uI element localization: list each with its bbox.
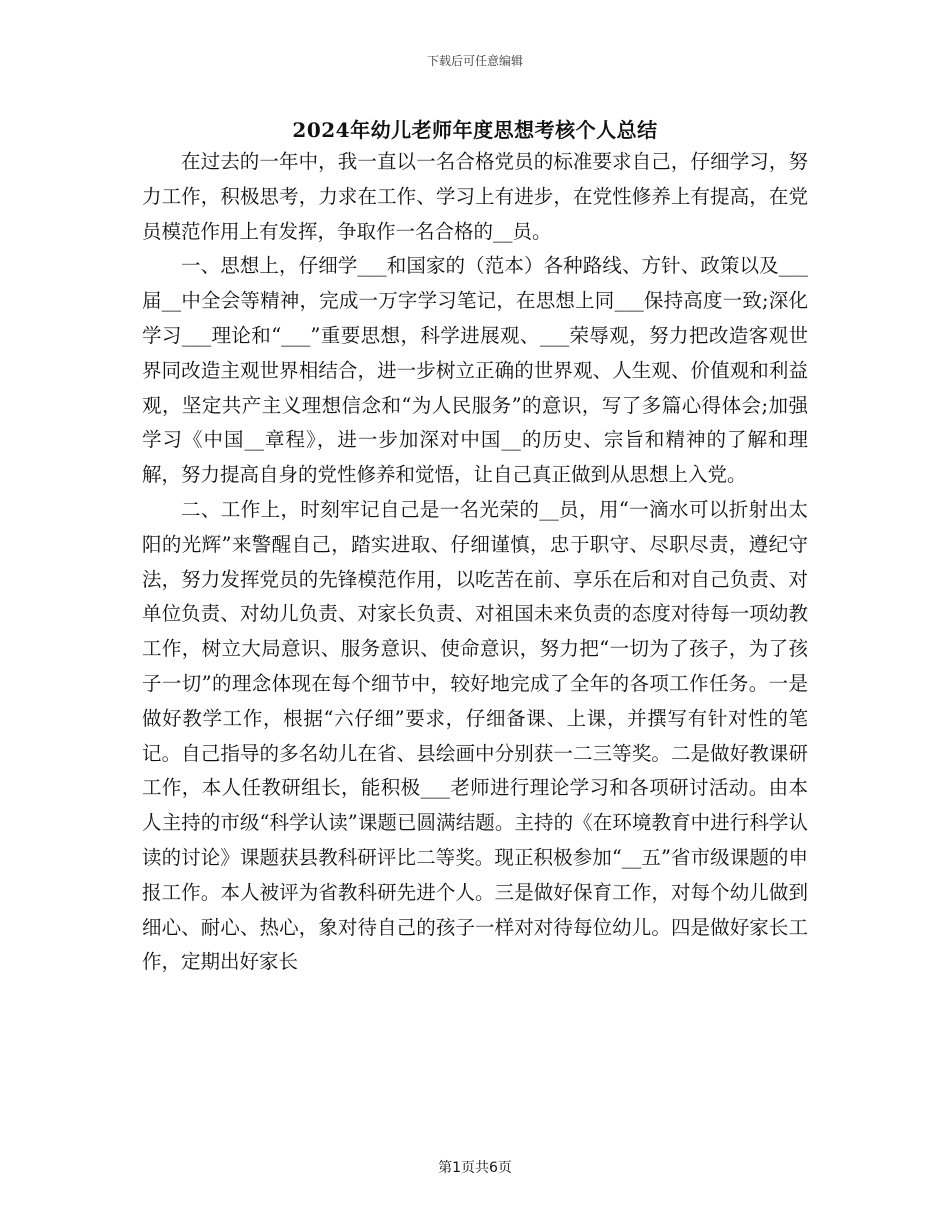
page-indicator: 第1页共6页	[438, 1160, 512, 1176]
paragraph-ideology: 一、思想上，仔细学___和国家的（范本）各种路线、方针、政策以及___届__中全会等精神，完成一万字学习笔记，在思想上同___保持高度一致;深化学习___理论和“___”重要思想，科学进展观、___荣辱观，努力把改造客观世界同改造主观世界相结合，进一步树立正确的世界观、人生观、价值观和利益观，坚定共产主义理想信念和“为人民服务”的意识，写了多篇心得体会;加强学习《中国__章程》，进一步加深对中国__的历史、宗旨和精神的了解和理解，努力提高自身的党性修养和觉悟，让自己真正做到从思想上入党。	[142, 254, 808, 487]
document-body	[142, 145, 808, 980]
header-note: 下载后可任意编辑	[426, 54, 523, 68]
paragraph-intro: 在过去的一年中，我一直以一名合格党员的标准要求自己，仔细学习，努力工作，积极思考，力求在工作、学习上有进步，在党性修养上有提高，在党员模范作用上有发挥，争取作一名合格的__员。	[142, 150, 808, 243]
document-title: 2024年幼儿老师年度思想考核个人总结	[292, 118, 658, 142]
paragraph-work: 二、工作上，时刻牢记自己是一名光荣的__员，用“一滴水可以折射出太阳的光辉”来警醒自己，踏实进取、仔细谨慎，忠于职守、尽职尽责，遵纪守法，努力发挥党员的先锋模范作用，以吃苦在前、享乐在后和对自己负责、对单位负责、对幼儿负责、对家长负责、对祖国未来负责的态度对待每一项幼教工作，树立大局意识、服务意识、使命意识，努力把“一切为了孩子，为了孩子一切”的理念体现在每个细节中，较好地完成了全年的各项工作任务。一是做好教学工作，根据“六仔细”要求，仔细备课、上课，并撰写有针对性的笔记。自己指导的多名幼儿在省、县绘画中分别获一二三等奖。二是做好教课研工作，本人任教研组长，能积极___老师进行理论学习和各项研讨活动。由本人主持的市级“科学认读”课题已圆满结题。主持的《在环境教育中进行科学认读的讨论》课题获县教科研评比二等奖。现正积极参加“__五”省市级课题的申报工作。本人被评为省教科研先进个人。三是做好保育工作，对每个幼儿做到细心、耐心、热心，象对待自己的孩子一样对对待每位幼儿。四是做好家长工作，定期出好家长	[142, 497, 808, 974]
